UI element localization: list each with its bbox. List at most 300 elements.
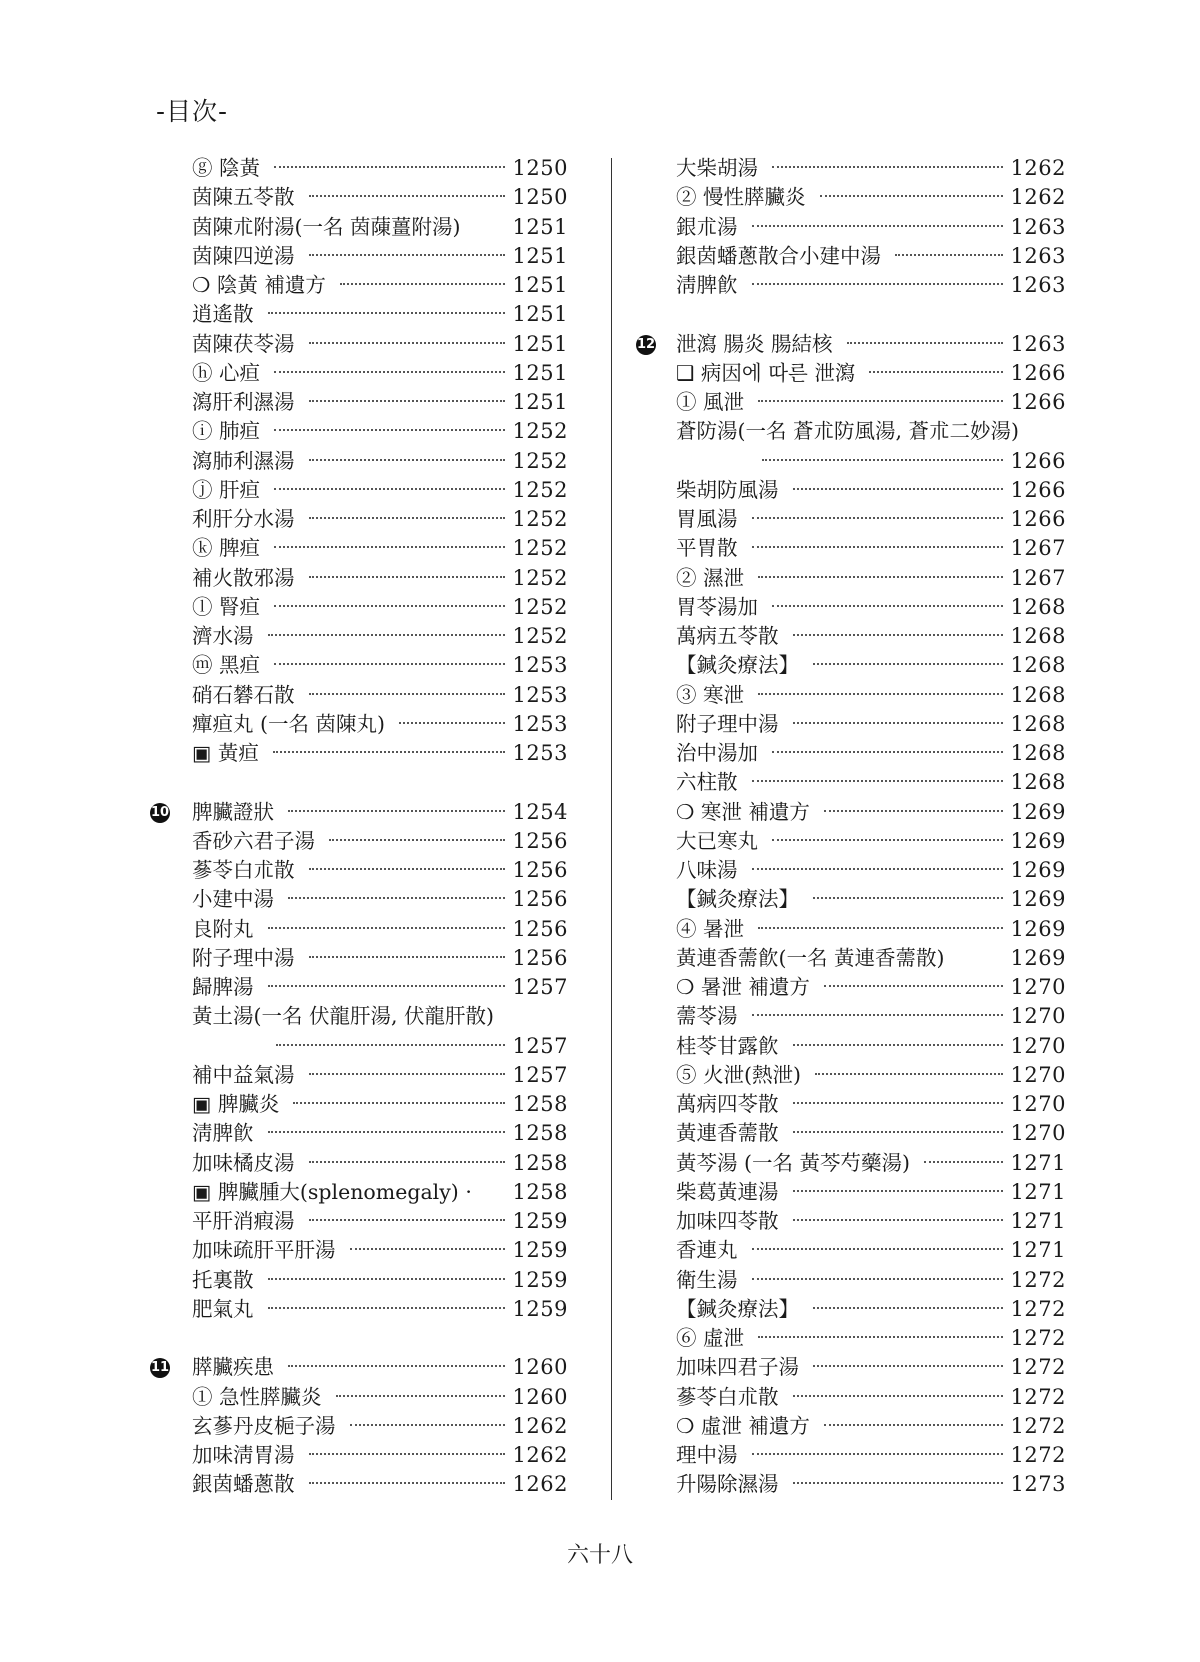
toc-entry-title: 柴胡防風湯 (676, 477, 779, 502)
toc-entry-page: 1270 (1010, 975, 1066, 999)
toc-entry (150, 885, 568, 914)
toc-entry-page: 1252 (512, 419, 568, 444)
toc-entry-title: 黃連香薷飮(一名 黃連香薷散) (676, 945, 945, 970)
toc-entry-page: 1252 (512, 624, 568, 648)
dot-leader (813, 1307, 1003, 1309)
toc-entry-page: 1270 (1010, 1092, 1066, 1116)
toc-entry (636, 1441, 1066, 1470)
toc-entry (150, 300, 568, 329)
toc-entry (636, 710, 1066, 739)
dot-leader (752, 517, 1003, 519)
dot-leader (350, 1424, 505, 1426)
dot-leader (309, 195, 505, 197)
dot-leader (288, 1365, 505, 1367)
toc-entry-title: 【鍼灸療法】 (676, 887, 799, 912)
toc-entry-title: 小建中湯 (192, 887, 274, 912)
dot-leader (847, 342, 1003, 344)
toc-entry (150, 827, 568, 856)
toc-entry (150, 651, 568, 680)
toc-entry-title: 托裏散 (192, 1267, 254, 1292)
toc-entry-page: 1258 (512, 1092, 568, 1116)
dot-leader (268, 1278, 505, 1280)
toc-entry (150, 1207, 568, 1236)
dot-leader (815, 1073, 1003, 1075)
dot-leader (309, 1482, 505, 1484)
dot-leader (309, 342, 505, 344)
toc-entry (636, 1002, 1066, 1031)
toc-entry-page: 1253 (512, 711, 568, 736)
toc-entry (150, 154, 568, 183)
toc-entry-page: 1257 (512, 975, 568, 999)
toc-entry-page: 1266 (1010, 448, 1066, 473)
dot-leader (813, 663, 1003, 665)
toc-entry-page: 1253 (512, 682, 568, 707)
toc-entry-page: 1262 (512, 1443, 568, 1467)
dot-leader (399, 722, 505, 724)
toc-entry-title: 良附丸 (192, 916, 254, 941)
toc-entry-page: 1252 (512, 536, 568, 561)
toc-entry-page: 1252 (512, 448, 568, 473)
toc-entry-page: 1273 (1010, 1472, 1066, 1497)
toc-entry (636, 739, 1066, 768)
toc-entry-title: 逍遙散 (192, 302, 254, 327)
toc-entry (150, 915, 568, 944)
toc-entry-page: 1259 (512, 1296, 568, 1321)
toc-entry-page: 1259 (512, 1238, 568, 1263)
toc-entry (150, 1178, 568, 1207)
toc-entry-title: 加味疏肝平肝湯 (192, 1238, 336, 1263)
toc-entry-title: 銀茵蟠蔥散合小建中湯 (676, 243, 881, 268)
dot-leader (274, 663, 505, 665)
toc-entry-title: 黃土湯(一名 伏龍肝湯, 伏龍肝散) (192, 1004, 495, 1029)
toc-entry-page: 1251 (512, 331, 568, 356)
toc-entry-page: 1259 (512, 1209, 568, 1233)
toc-entry (636, 242, 1066, 271)
toc-entry-title: 胃苓湯加 (676, 594, 758, 619)
toc-entry (150, 681, 568, 710)
toc-entry-title: ① 急性膵臟炎 (192, 1384, 322, 1409)
toc-entry-page: 1258 (512, 1150, 568, 1175)
toc-entry-page: 1257 (512, 1062, 568, 1087)
dot-leader (276, 1044, 505, 1046)
toc-entry-title: ③ 寒泄 (676, 682, 745, 707)
toc-spacer (636, 300, 1066, 329)
dot-leader (309, 1161, 505, 1163)
toc-entry-page: 1258 (512, 1179, 568, 1204)
dot-leader (752, 1453, 1003, 1455)
dot-leader (309, 956, 505, 958)
dot-leader (309, 693, 505, 695)
toc-entry (636, 1032, 1066, 1061)
toc-entry-title: 瀉肺利濕湯 (192, 448, 295, 473)
toc-entry-title: 加味橘皮湯 (192, 1150, 295, 1175)
toc-spacer (150, 768, 568, 797)
toc-entry-title: 胃風湯 (676, 507, 738, 531)
toc-entry-title: 理中湯 (676, 1443, 738, 1467)
dot-leader (924, 1161, 1003, 1163)
dot-leader (758, 693, 1003, 695)
toc-entry (636, 505, 1066, 534)
toc-entry (150, 710, 568, 739)
toc-entry-page: 1262 (512, 1413, 568, 1438)
toc-entry (150, 242, 568, 271)
dot-leader (309, 517, 505, 519)
toc-entry-title: 六柱散 (676, 770, 738, 795)
toc-entry (150, 330, 568, 359)
dot-leader (309, 1219, 505, 1221)
dot-leader (772, 839, 1003, 841)
dot-leader (758, 927, 1003, 929)
toc-entry (636, 915, 1066, 944)
toc-entry-page: 1251 (512, 214, 568, 239)
dot-leader (309, 459, 505, 461)
toc-entry-title: 茵陳五苓散 (192, 185, 295, 210)
toc-entry-page: 1272 (1010, 1296, 1066, 1321)
toc-entry-title: ④ 暑泄 (676, 916, 745, 941)
dot-leader (309, 1453, 505, 1455)
toc-entry-title: ⓛ 腎疸 (192, 594, 261, 619)
toc-entry-page: 1251 (512, 302, 568, 327)
toc-entry-title: ② 濕泄 (676, 565, 745, 590)
dot-leader (288, 897, 505, 899)
dot-leader (793, 1219, 1003, 1221)
toc-entry-page: 1257 (512, 1033, 568, 1058)
toc-entry (636, 476, 1066, 505)
toc-entry-page: 1251 (512, 243, 568, 268)
toc-entry-title: 泄瀉 腸炎 腸結核 (676, 331, 833, 356)
toc-entry (636, 447, 1066, 476)
toc-entry-page: 1262 (1010, 185, 1066, 210)
dot-leader (293, 1102, 504, 1104)
dot-leader (824, 810, 1003, 812)
toc-entry (636, 534, 1066, 563)
toc-entry-page: 1260 (512, 1355, 568, 1380)
toc-entry-page: 1266 (1010, 360, 1066, 385)
toc-entry-title: 八味湯 (676, 858, 738, 882)
toc-entry (150, 1295, 568, 1324)
toc-entry (150, 213, 568, 242)
toc-entry-page: 1253 (512, 653, 568, 678)
toc-entry-page: 1270 (1010, 1121, 1066, 1146)
toc-entry-title: ⓙ 肝疸 (192, 477, 261, 502)
toc-entry-title: 歸脾湯 (192, 975, 254, 999)
dot-leader (336, 1395, 505, 1397)
toc-entry-title: ⑥ 虛泄 (676, 1326, 745, 1350)
toc-entry-page: 1267 (1010, 536, 1066, 561)
toc-right-column (636, 154, 1066, 1500)
toc-entry-title: 淸脾飮 (676, 273, 738, 297)
toc-entry (636, 973, 1066, 1002)
dot-leader (309, 868, 505, 870)
toc-entry-page: 1263 (1010, 331, 1066, 356)
toc-entry-title: 蔘苓白朮散 (192, 858, 295, 882)
toc-entry-page: 1270 (1010, 1004, 1066, 1029)
toc-entry (636, 1207, 1066, 1236)
dot-leader (329, 839, 505, 841)
toc-entry-title: 濟水湯 (192, 624, 254, 648)
toc-entry-title: 淸脾飮 (192, 1121, 254, 1146)
toc-entry (150, 1119, 568, 1148)
toc-entry-title: 黃芩湯 (一名 黃芩芍藥湯) (676, 1150, 911, 1175)
toc-entry (636, 154, 1066, 183)
toc-entry-title: 升陽除濕湯 (676, 1472, 779, 1497)
toc-entry-page: 1263 (1010, 273, 1066, 297)
toc-entry-title: ❍ 寒泄 補遺方 (676, 799, 810, 824)
toc-entry-title: 香連丸 (676, 1238, 738, 1263)
toc-entry (150, 564, 568, 593)
toc-entry-title: ⓜ 黑疸 (192, 653, 261, 678)
toc-entry-title: 附子理中湯 (192, 945, 295, 970)
toc-entry-page: 1263 (1010, 214, 1066, 239)
dot-leader (793, 1395, 1003, 1397)
toc-entry (150, 271, 568, 300)
toc-entry-page: 1271 (1010, 1209, 1066, 1233)
toc-entry (636, 622, 1066, 651)
dot-leader (793, 1102, 1003, 1104)
dot-leader (820, 195, 1003, 197)
toc-entry-page: 1256 (512, 828, 568, 853)
toc-entry (150, 944, 568, 973)
toc-entry (636, 1178, 1066, 1207)
dot-leader (772, 166, 1003, 168)
dot-leader (752, 1014, 1003, 1016)
dot-leader (793, 1131, 1003, 1133)
toc-entry-title: ② 慢性膵臟炎 (676, 185, 806, 210)
toc-entry (150, 1412, 568, 1441)
toc-entry (636, 885, 1066, 914)
toc-entry-page: 1271 (1010, 1179, 1066, 1204)
toc-entry-title: 脾臟證狀 (192, 799, 274, 824)
toc-entry (150, 534, 568, 563)
toc-entry-page: 1256 (512, 887, 568, 912)
dot-leader (274, 166, 505, 168)
dot-leader (752, 780, 1003, 782)
section-number-badge: 11 (150, 1358, 170, 1378)
toc-entry-page: 1250 (512, 185, 568, 210)
toc-entry-page: 1269 (1010, 799, 1066, 824)
toc-left-column (150, 154, 568, 1500)
dot-leader (268, 1307, 505, 1309)
toc-entry-title: 補火散邪湯 (192, 565, 295, 590)
toc-entry (636, 1353, 1066, 1382)
toc-entry (636, 944, 1066, 973)
toc-entry-title: 加味四君子湯 (676, 1355, 799, 1380)
toc-entry (150, 1236, 568, 1265)
toc-entry-title: ⓚ 脾疸 (192, 536, 261, 561)
dot-leader (752, 225, 1003, 227)
dot-leader (350, 1248, 505, 1250)
toc-section-heading (150, 798, 568, 827)
dot-leader (772, 751, 1003, 753)
dot-leader (758, 400, 1003, 402)
toc-entry (150, 1002, 568, 1031)
toc-entry-title: 大已寒丸 (676, 828, 758, 853)
toc-entry-title: 肥氣丸 (192, 1296, 254, 1321)
toc-entry-title: 桂苓甘露飮 (676, 1033, 779, 1058)
toc-section-heading (150, 1353, 568, 1382)
dot-leader (895, 254, 1003, 256)
toc-entry (636, 417, 1066, 446)
toc-entry (636, 1266, 1066, 1295)
toc-entry-page: 1262 (512, 1472, 568, 1497)
toc-entry-title: 利肝分水湯 (192, 507, 295, 531)
toc-entry (150, 1266, 568, 1295)
toc-entry-title: 薷苓湯 (676, 1004, 738, 1029)
toc-entry-title: 銀茵蟠蔥散 (192, 1472, 295, 1497)
toc-entry-title: 茵陳朮附湯(一名 茵蔯薑附湯) (192, 214, 461, 239)
toc-entry-page: 1272 (1010, 1355, 1066, 1380)
dot-leader (268, 1131, 505, 1133)
toc-entry (636, 768, 1066, 797)
toc-entry-page: 1269 (1010, 945, 1066, 970)
toc-entry-title: 治中湯加 (676, 741, 758, 765)
toc-entry-title: ⓖ 陰黃 (192, 156, 261, 180)
dot-leader (824, 985, 1003, 987)
toc-entry-title: 衛生湯 (676, 1267, 738, 1292)
toc-entry (636, 564, 1066, 593)
toc-entry-page: 1259 (512, 1267, 568, 1292)
toc-entry-page: 1263 (1010, 243, 1066, 268)
toc-entry (636, 1295, 1066, 1324)
toc-entry-title: 萬病五苓散 (676, 624, 779, 648)
dot-leader (762, 459, 1003, 461)
toc-entry-title: 瀉肝利濕湯 (192, 390, 295, 414)
toc-entry-page: 1268 (1010, 741, 1066, 765)
toc-entry (636, 271, 1066, 300)
toc-entry-page: 1250 (512, 156, 568, 180)
toc-entry-title: 【鍼灸療法】 (676, 1296, 799, 1321)
toc-entry-page: 1268 (1010, 682, 1066, 707)
toc-entry (150, 1061, 568, 1090)
toc-entry (636, 1149, 1066, 1178)
section-number-badge: 12 (636, 335, 656, 355)
dot-leader (268, 927, 505, 929)
page-number: 六十八 (566, 1543, 633, 1568)
toc-entry-title: 玄蔘丹皮梔子湯 (192, 1413, 336, 1438)
toc-entry-page: 1262 (1010, 156, 1066, 180)
toc-entry-title: 大柴胡湯 (676, 156, 758, 180)
toc-entry (150, 1149, 568, 1178)
toc-entry (150, 1032, 568, 1061)
toc-entry-title: 蔘苓白朮散 (676, 1384, 779, 1409)
dot-leader (813, 1365, 1003, 1367)
dot-leader (869, 371, 1002, 373)
dot-leader (274, 429, 505, 431)
toc-entry-page: 1266 (1010, 507, 1066, 531)
toc-entry (636, 1061, 1066, 1090)
toc-entry (636, 1383, 1066, 1412)
toc-entry-page: 1272 (1010, 1267, 1066, 1292)
toc-entry (150, 183, 568, 212)
dot-leader (813, 897, 1003, 899)
toc-entry (150, 1383, 568, 1412)
toc-entry-title: ▣ 黃疸 (192, 741, 259, 765)
toc-entry (150, 856, 568, 885)
toc-entry-page: 1272 (1010, 1326, 1066, 1350)
toc-entry-page: 1251 (512, 273, 568, 297)
toc-entry (150, 1090, 568, 1119)
dot-leader (268, 634, 505, 636)
toc-entry-title: 萬病四苓散 (676, 1092, 779, 1116)
toc-entry-page: 1260 (512, 1384, 568, 1409)
toc-entry-title: ① 風泄 (676, 390, 745, 414)
toc-entry (636, 1412, 1066, 1441)
dot-leader (752, 283, 1003, 285)
toc-entry-page: 1256 (512, 916, 568, 941)
toc-entry-title: 黃連香薷散 (676, 1121, 779, 1146)
dot-leader (793, 1044, 1003, 1046)
dot-leader (752, 546, 1003, 548)
dot-leader (273, 751, 505, 753)
toc-entry (150, 417, 568, 446)
toc-entry-page: 1269 (1010, 858, 1066, 882)
toc-entry-page: 1272 (1010, 1443, 1066, 1467)
toc-entry-title: 加味淸胃湯 (192, 1443, 295, 1467)
toc-entry-title: ❑ 病因에 따른 泄瀉 (676, 360, 856, 385)
toc-entry (150, 359, 568, 388)
toc-entry-page: 1253 (512, 741, 568, 765)
dot-leader (340, 283, 505, 285)
toc-entry (636, 183, 1066, 212)
toc-entry-title: 茵陳四逆湯 (192, 243, 295, 268)
toc-entry-title: 補中益氣湯 (192, 1062, 295, 1087)
toc-entry-page: 1269 (1010, 887, 1066, 912)
toc-entry-title: 【鍼灸療法】 (676, 653, 799, 678)
column-divider (611, 158, 612, 1500)
toc-entry-page: 1252 (512, 565, 568, 590)
toc-entry-page: 1252 (512, 507, 568, 531)
toc-entry (150, 973, 568, 1002)
toc-entry (636, 1119, 1066, 1148)
toc-entry-page: 1270 (1010, 1062, 1066, 1087)
dot-leader (309, 400, 505, 402)
dot-leader (274, 488, 505, 490)
toc-entry-page: 1251 (512, 390, 568, 414)
toc-entry (150, 476, 568, 505)
dot-leader (274, 605, 505, 607)
toc-entry (636, 856, 1066, 885)
toc-spacer (150, 1324, 568, 1353)
toc-entry-title: 癉疸丸 (一名 茵陳丸) (192, 711, 386, 736)
toc-entry-title: ▣ 脾臟腫大(splenomegaly) · (192, 1179, 472, 1204)
dot-leader (758, 1336, 1003, 1338)
dot-leader (268, 312, 505, 314)
toc-entry (636, 593, 1066, 622)
dot-leader (758, 576, 1003, 578)
page-header: -目次- (156, 97, 229, 126)
toc-section-heading (636, 330, 1066, 359)
dot-leader (309, 576, 505, 578)
toc-entry (636, 388, 1066, 417)
dot-leader (309, 254, 505, 256)
dot-leader (288, 810, 505, 812)
toc-entry-page: 1256 (512, 945, 568, 970)
toc-entry-page: 1252 (512, 477, 568, 502)
toc-entry (150, 739, 568, 768)
toc-entry (150, 447, 568, 476)
dot-leader (274, 371, 505, 373)
toc-entry (636, 213, 1066, 242)
toc-entry-title: ⓗ 心疸 (192, 360, 261, 385)
toc-entry-page: 1269 (1010, 916, 1066, 941)
toc-entry (636, 359, 1066, 388)
section-number-badge: 10 (150, 803, 170, 823)
toc-entry-page: 1271 (1010, 1150, 1066, 1175)
toc-entry-page: 1266 (1010, 390, 1066, 414)
toc-entry (150, 505, 568, 534)
toc-entry-page: 1269 (1010, 828, 1066, 853)
toc-entry (636, 681, 1066, 710)
